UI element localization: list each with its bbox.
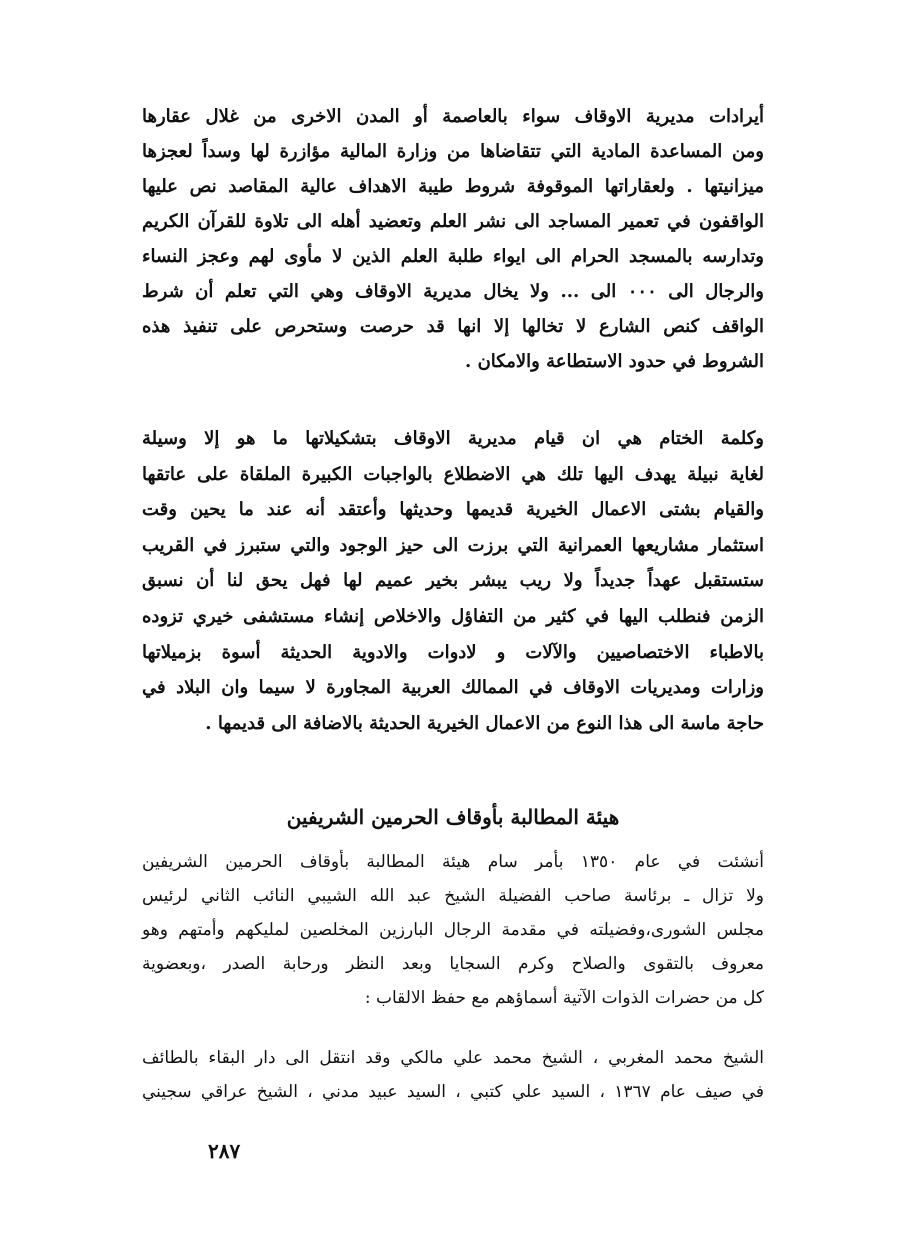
text-line: حاجة ماسة الى هذا النوع من الاعمال الخيرية الحديثة بالاضافة الى قديمها .	[205, 712, 764, 734]
text-line: أيرادات مديرية الاوقاف سواء بالعاصمة أو المدن الاخرى من غلال عقارها	[142, 106, 764, 127]
section-heading: هيئة المطالبة بأوقاف الحرمين الشريفين	[286, 805, 620, 829]
text-line: الشروط في حدود الاستطاعة والامكان .	[465, 351, 764, 372]
text-line: الواقفون في تعمير المساجد الى نشر العلم وتعضيد أهله الى تلاوة للقرآن الكريم	[142, 211, 764, 232]
text-line: في صيف عام ١٣٦٧ ، السيد علي كتبي ، السيد عبيد مدني ، الشيخ عراقي سجيني	[142, 1082, 764, 1102]
text-line: وزارات ومديريات الاوقاف في الممالك العربية المجاورة لا سيما وان البلاد في	[142, 677, 764, 699]
text-line: ولا تزال ـ برئاسة صاحب الفضيلة الشيخ عبد الله الشيبي النائب الثاني لرئيس	[142, 886, 764, 906]
text-line: والرجال الى ٠٠٠ الى ... ولا يخال مديرية الاوقاف وهي التي تعلم أن شرط	[142, 281, 764, 302]
text-line: ستستقبل عهداً جديداً ولا ريب يبشر بخير عميم لها فهل يحق لنا أن نسبق	[142, 570, 764, 592]
text-line: الشيخ محمد المغربي ، الشيخ محمد علي مالكي وقد انتقل الى دار البقاء بالطائف	[142, 1048, 764, 1068]
text-line: ومن المساعدة المادية التي تتقاضاها من وزارة المالية مؤازرة لها وسداً لعجزها	[142, 141, 764, 162]
paragraph-awqaf-revenues	[142, 108, 764, 388]
paragraph-closing-word	[142, 430, 764, 750]
text-line: الزمن فنطلب اليها في كثير من التفاؤل والاخلاص إنشاء مستشفى خيري تزوده	[142, 605, 764, 627]
text-line: مجلس الشورى،وفضيلته في مقدمة الرجال البارزين المخلصين لمليكهم وأمتهم وهو	[142, 920, 764, 940]
page-number: ٢٨٧	[208, 1139, 241, 1163]
text-line: كل من حضرات الذوات الآتية أسماؤهم مع حفظ الالقاب :	[364, 988, 764, 1008]
text-line: بالاطباء الاختصاصيين والآلات و لادوات والادوية الحديثة أسوة بزميلاتها	[142, 641, 764, 663]
paragraph-committee-founding	[142, 854, 764, 1024]
text-line: استثمار مشاريعها العمرانية التي برزت الى حيز الوجود والتي ستبرز في القريب	[142, 534, 764, 556]
text-line: وتدارسه بالمسجد الحرام الى ايواء طلبة العلم الذين لا مأوى لهم وعجز النساء	[142, 246, 764, 267]
text-line: وكلمة الختام هي ان قيام مديرية الاوقاف بتشكيلاتها ما هو إلا وسيلة	[142, 428, 764, 449]
text-line: معروف بالتقوى والصلاح وكرم السجايا وبعد النظر ورحابة الصدر ،وبعضوية	[142, 954, 764, 974]
text-line: لغاية نبيلة يهدف اليها تلك هي الاضطلاع بالواجبات الكبيرة الملقاة على عاتقها	[142, 463, 764, 485]
paragraph-committee-members	[142, 1050, 764, 1118]
text-line: ميزانيتها . ولعقاراتها الموقوفة شروط طيبة الاهداف عالية المقاصد نص عليها	[142, 176, 764, 197]
text-line: الواقف كنص الشارع لا تخالها إلا انها قد حرصت وستحرص على تنفيذ هذه	[142, 316, 764, 337]
text-line: أنشئت في عام ١٣٥٠ بأمر سام هيئة المطالبة بأوقاف الحرمين الشريفين	[142, 852, 764, 872]
text-line: والقيام بشتى الاعمال الخيرية قديمها وحديثها وأعتقد أنه عند ما يحين وقت	[142, 499, 764, 521]
